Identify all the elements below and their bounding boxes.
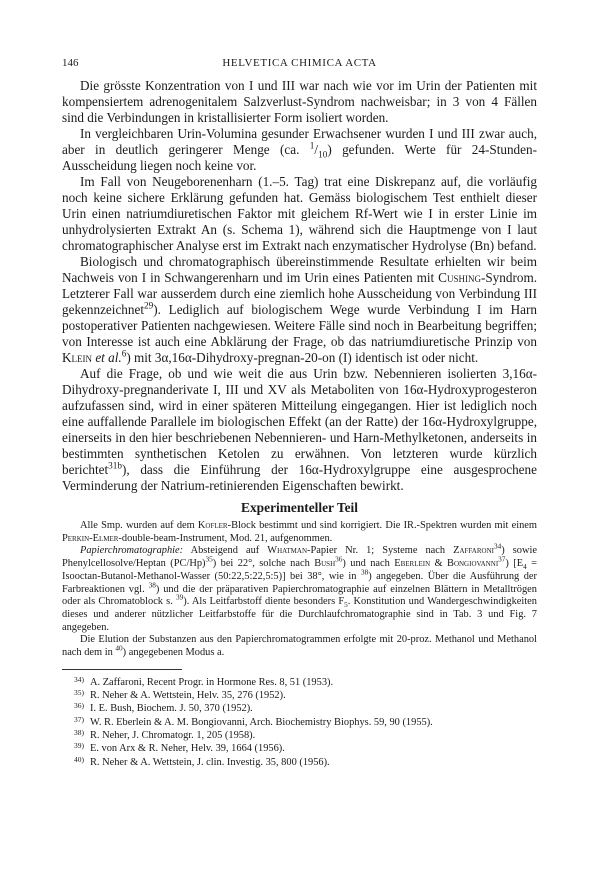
exp-paragraph-1: Alle Smp. wurden auf dem Kofler-Block bestimmt und sind korrigiert. Die IR.-Spektren wurden mit einem Perkin-Elmer-double-beam-Instrument, Mod. 21, aufgenommen. (62, 520, 537, 544)
footnote-divider (62, 669, 182, 670)
page-header (62, 57, 537, 73)
footnote-item: 40) R. Neher & A. Wettstein, J. clin. Investig. 35, 800 (1956). (74, 754, 330, 768)
section-title: Experimenteller Teil (241, 500, 358, 515)
exp-paragraph-3: Die Elution der Substanzen aus den Papierchromatogrammen erfolgte mit 20-proz. Methanol und Methanol nach dem in $^{40}$) angegebenen Modus a. (62, 634, 537, 659)
footnote-item: 34) A. Zaffaroni, Recent Progr. in Hormone Res. 8, 51 (1953). (74, 674, 334, 688)
article-body (62, 78, 537, 769)
exp-paragraph-2: Papierchromatographie: Absteigend auf Whatman-Papier Nr. 1; Systeme nach Zaffaroni$^{34}$) sowie Phenylcellosolve/Heptan $(PC/Hp)^{35}$) bei 22°, solche nach Bush$^{36}$) und nach Eberlein & Bongiovanni$^{37}$) [$E_4$ = Isooctan-Butanol-Methanol-Wasser (50:22,5:22,5:5)] bei 38°, wie in $^{38}$) angegeben. Über die Ausführung der Farbreaktionen vgl. $^{38}$) und die der präparativen Papierchromatographie auf einzelnen Blättern in Metalltrögen oder als Chromatoblock s. $^{39}$). Als Leitfarbstoff diente besonders $F_5$. Konstitution und Wandergeschwindigkeiten dieses und anderer nützlicher Leitfarbstoffe für die Durchlaufchromatographie sind in Tab. 3 und Fig. 7 angegeben. (62, 542, 537, 633)
paragraph-5: Auf die Frage, ob und wie weit die aus Urin bzw. Nebennieren isolierten 3,16α-Dihydroxy-pregnanderivate I, III und XV als Metaboliten von 16α-Hydroxyprogesteron aufzufassen sind, wird in einer späteren Mitteilung eingegangen. Hier ist lediglich noch eine auffallende Parallele im biologischen Effekt (an der Ratte) der 16α-Hydroxylgruppe, einerseits in den hier beschriebenen Nebennieren- und Harn-Methylketonen, anderseits in bestimmten synthetischen Ketolen zu erwähnen. Von letzteren wurde kürzlich berichtet$^{31b}$), dass die Einführung der 16α-Hydroxylgruppe eine ausgesprochene Verminderung der Natrium-retinierenden Eigenschaften bewirkt. (62, 366, 537, 493)
footnote-item: 36) I. E. Bush, Biochem. J. 50, 370 (1952). (74, 701, 253, 715)
journal-title: HELVETICA CHIMICA ACTA (222, 57, 377, 69)
footnote-item: 35) R. Neher & A. Wettstein, Helv. 35, 276 (1952). (74, 688, 286, 702)
paragraph-2: In vergleichbaren Urin-Volumina gesunder Erwachsener wurden I und III zwar auch, aber in deutlich geringerer Menge (ca. $^1/_{10}$) gefunden. Werte für 24-Stunden-Ausscheidung liegen noch keine vor. (62, 126, 537, 173)
footnote-item: 39) E. von Arx & R. Neher, Helv. 39, 1664 (1956). (74, 741, 285, 755)
footnote-item: 38) R. Neher, J. Chromatogr. 1, 205 (1958). (74, 727, 256, 741)
paragraph-4: Biologisch und chromatographisch übereinstimmende Resultate erhielten wir beim Nachweis von I in Schwangerenharn und im Urin eines Patienten mit Cushing-Syndrom. Letzterer Fall war ausserdem durch eine ziemlich hohe Ausscheidung von Verbindung III gekennzeichnet$^{29}$). Lediglich auf biologischem Wege wurde Verbindung I im Harn postoperativer Patienten nachgewiesen. Weitere Fälle sind noch in Bearbeitung begriffen; von Interesse ist auch eine Abklärung der Frage, ob das natriumdiuretische Prinzip von Klein et al.$^6$) mit 3α,16α-Dihydroxy-pregnan-20-on (I) identisch ist oder nicht. (62, 254, 537, 365)
paragraph-3: Im Fall von Neugeborenenharn (1.–5. Tag) trat eine Diskrepanz auf, die vorläufig noch keine sichere Erklärung gefunden hat. Gemäss biologischem Test enthielt dieser Urin einen natriumdiuretischen Faktor mit gleichem Rf-Wert wie I in erster Linie im unhydrolysierten Extrakt An (s. Schema 1), während sich die Hauptmenge von I laut chromatographischer Analyse erst im Extrakt nach enzymatischer Hydrolyse (Bn) befand. (62, 174, 537, 253)
footnote-list (62, 676, 537, 769)
paragraph-1: Die grösste Konzentration von I und III war nach wie vor im Urin der Patienten mit kompensiertem adrenogenitalem Salzverlust-Syndrom nachweisbar; in 3 von 4 Fällen sind die Verbindungen in kristallisierter Form isoliert worden. (62, 78, 537, 125)
page-number: 146 (62, 57, 79, 69)
footnote-item: 37) W. R. Eberlein & A. M. Bongiovanni, Arch. Biochemistry Biophys. 59, 90 (1955). (74, 714, 433, 728)
